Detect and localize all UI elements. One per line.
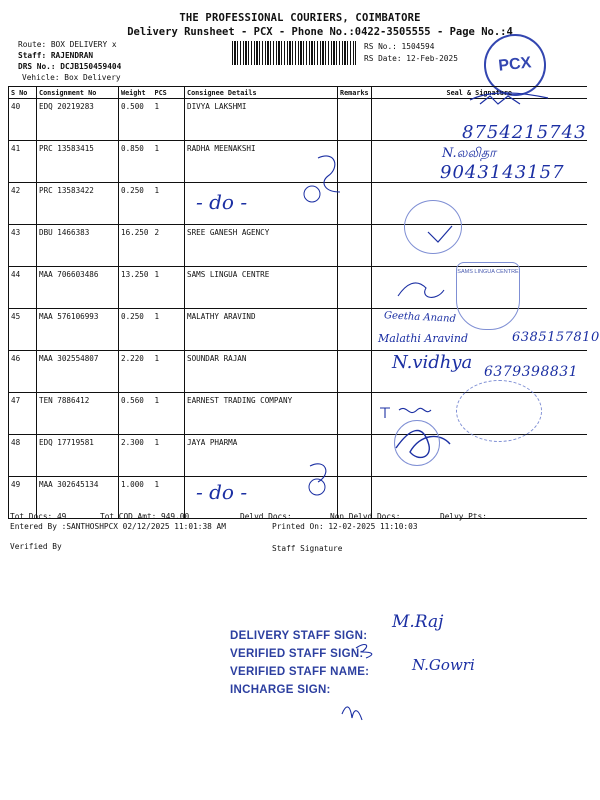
col-pcs: PCS bbox=[153, 87, 185, 99]
verified-by: Verified By bbox=[10, 542, 62, 551]
rs-date: RS Date: 12-Feb-2025 bbox=[364, 54, 458, 63]
signature-scribble-44 bbox=[398, 283, 444, 297]
vehicle-info: Vehicle: Box Delivery bbox=[22, 73, 121, 82]
row-sno: 40 bbox=[9, 99, 37, 141]
incharge-sign-label: INCHARGE SIGN: bbox=[230, 684, 331, 696]
phone-number-41: 8754215743 bbox=[462, 122, 587, 143]
row-consignment: EDQ 20219283 bbox=[37, 99, 119, 141]
row-consignment: PRC 13583415 bbox=[37, 141, 119, 183]
delivery-points: Delvy Pts: bbox=[440, 512, 487, 521]
row-weight: 0.250 bbox=[119, 309, 153, 351]
incharge-scribble bbox=[342, 707, 362, 720]
verified-staff-name-label: VERIFIED STAFF NAME: bbox=[230, 666, 370, 678]
row-weight: 2.300 bbox=[119, 435, 153, 477]
verified-staff-sign-label: VERIFIED STAFF SIGN: bbox=[230, 648, 364, 660]
row-consignee: SREE GANESH AGENCY bbox=[185, 225, 338, 267]
ditto-mark-42 bbox=[318, 156, 340, 192]
row-pcs: 1 bbox=[153, 393, 185, 435]
row-weight: 0.250 bbox=[119, 183, 153, 225]
total-docs: Tot Docs: 49 bbox=[10, 512, 67, 521]
row-sno: 47 bbox=[9, 393, 37, 435]
col-sno: S No bbox=[9, 87, 37, 99]
phone-number-45: 6385157810 bbox=[512, 330, 600, 345]
entered-by: Entered By :SANTHOSHPCX 02/12/2025 11:01:38 AM bbox=[10, 522, 226, 531]
phone-number-42: 9043143157 bbox=[440, 162, 565, 183]
row-consignment: MAA 302554807 bbox=[37, 351, 119, 393]
route-info: Route: BOX DELIVERY x bbox=[18, 40, 117, 49]
col-consignee: Consignee Details bbox=[185, 87, 338, 99]
row-consignment: MAA 706603486 bbox=[37, 267, 119, 309]
row-sno: 41 bbox=[9, 141, 37, 183]
drs-number: DRS No.: DCJB150459404 bbox=[18, 62, 122, 71]
verified-staff-name: N.Gowri bbox=[412, 656, 475, 674]
sams-stamp-text: SAMS LINGUA CENTRE bbox=[457, 269, 519, 275]
non-delivered-docs: Non Delvd Docs: bbox=[330, 512, 401, 521]
ditto-circle-42 bbox=[304, 186, 320, 202]
recipient-name-45b: Malathi Aravind bbox=[378, 332, 469, 345]
ditto-text-42: - do - bbox=[196, 190, 248, 214]
row-pcs: 1 bbox=[153, 183, 185, 225]
row-pcs: 1 bbox=[153, 141, 185, 183]
row-consignee: EARNEST TRADING COMPANY bbox=[185, 393, 338, 435]
row-sno: 48 bbox=[9, 435, 37, 477]
row-weight: 16.250 bbox=[119, 225, 153, 267]
staff-signature-label: Staff Signature bbox=[272, 544, 343, 553]
row-consignment: MAA 302645134 bbox=[37, 477, 119, 519]
col-consignment: Consignment No bbox=[37, 87, 119, 99]
row-pcs: 1 bbox=[153, 267, 185, 309]
row-pcs: 1 bbox=[153, 435, 185, 477]
row-consignment: EDQ 17719581 bbox=[37, 435, 119, 477]
row-weight: 13.250 bbox=[119, 267, 153, 309]
row-consignee: RADHA MEENAKSHI bbox=[185, 141, 338, 183]
phone-number-46: 6379398831 bbox=[484, 364, 579, 380]
delivered-docs: Delvd Docs: bbox=[240, 512, 292, 521]
row-consignment: TEN 7886412 bbox=[37, 393, 119, 435]
runsheet-subtitle: Delivery Runsheet - PCX - Phone No.:0422-3505555 - Page No.:4 bbox=[127, 26, 513, 38]
delivery-staff-signature: M.Raj bbox=[392, 612, 444, 632]
faded-seal-47 bbox=[456, 380, 542, 442]
row-sno: 49 bbox=[9, 477, 37, 519]
total-cod: Tot COD Amt: 949.00 bbox=[100, 512, 190, 521]
row-pcs: 2 bbox=[153, 225, 185, 267]
row-consignment: DBU 1466383 bbox=[37, 225, 119, 267]
row-weight: 0.850 bbox=[119, 141, 153, 183]
row-pcs: 1 bbox=[153, 309, 185, 351]
row-sno: 46 bbox=[9, 351, 37, 393]
ditto-circle-49 bbox=[309, 479, 325, 495]
row-consignee: SAMS LINGUA CENTRE bbox=[185, 267, 338, 309]
row-consignee: JAYA PHARMA bbox=[185, 435, 338, 477]
row-weight: 0.560 bbox=[119, 393, 153, 435]
row-consignment: PRC 13583422 bbox=[37, 183, 119, 225]
pcx-stamp: PCX bbox=[481, 31, 549, 99]
row-sno: 42 bbox=[9, 183, 37, 225]
row-weight: 1.000 bbox=[119, 477, 153, 519]
ditto-text-49: - do - bbox=[196, 480, 248, 504]
row-sno: 44 bbox=[9, 267, 37, 309]
col-remarks: Remarks bbox=[338, 87, 372, 99]
row-pcs: 1 bbox=[153, 477, 185, 519]
row-sno: 45 bbox=[9, 309, 37, 351]
delivery-staff-sign-label: DELIVERY STAFF SIGN: bbox=[230, 630, 368, 642]
row-pcs: 1 bbox=[153, 351, 185, 393]
rs-number: RS No.: 1504594 bbox=[364, 42, 435, 51]
sams-stamp bbox=[456, 262, 520, 330]
row-weight: 0.500 bbox=[119, 99, 153, 141]
col-weight: Weight bbox=[119, 87, 153, 99]
recipient-name-46: N.vidhya bbox=[392, 352, 473, 373]
row-consignee: MALATHY ARAVIND bbox=[185, 309, 338, 351]
signature-scribble-47 bbox=[380, 408, 431, 418]
staff-info: Staff: RAJENDRAN bbox=[18, 51, 94, 60]
company-title: THE PROFESSIONAL COURIERS, COIMBATORE bbox=[179, 12, 421, 24]
row-sno: 43 bbox=[9, 225, 37, 267]
company-seal-48 bbox=[394, 420, 440, 466]
row-consignee: DIVYA LAKSHMI bbox=[185, 99, 338, 141]
row-consignment: MAA 576106993 bbox=[37, 309, 119, 351]
printed-on: Printed On: 12-02-2025 11:10:03 bbox=[272, 522, 418, 531]
signature-scribble-40 bbox=[470, 93, 548, 104]
row-consignee: SOUNDAR RAJAN bbox=[185, 351, 338, 393]
col-signature: Seal & Signature bbox=[372, 87, 587, 99]
row-pcs: 1 bbox=[153, 99, 185, 141]
row-weight: 2.220 bbox=[119, 351, 153, 393]
company-seal-43 bbox=[404, 200, 462, 254]
recipient-name-45a: Geetha Anand bbox=[383, 310, 457, 325]
recipient-name-41: N.லலிதா bbox=[442, 146, 496, 161]
